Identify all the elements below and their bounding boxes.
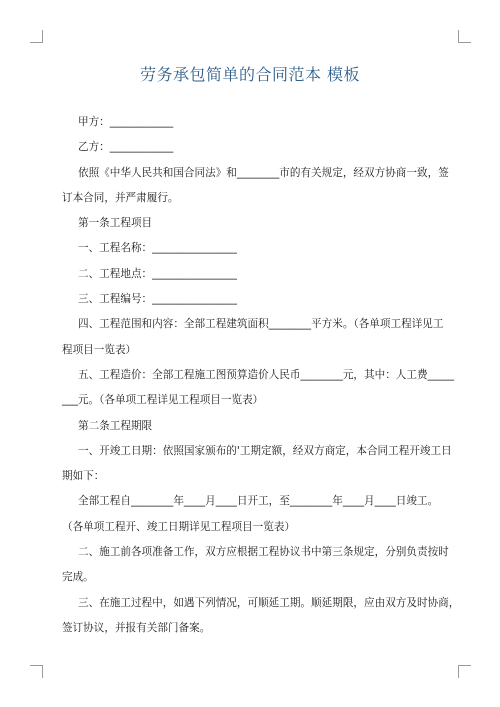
schedule-dates-line: 全部工程自________年____月____日开工，至________年____月____日竣工。 [78, 495, 439, 508]
preparation-line-2: 完成。 [62, 571, 94, 584]
party-a-line: 甲方：____________ [78, 116, 174, 128]
project-location-line: 二、工程地点：________________ [78, 267, 237, 280]
project-cost-line-2: ___元。（各单项工程详见工程项目一览表） [62, 394, 264, 407]
project-name-line: 一、工程名称：________________ [78, 242, 237, 255]
article-1-heading: 第一条工程项目 [78, 217, 153, 230]
schedule-line-2: 期如下： [62, 470, 105, 483]
project-cost-line-1: 五、工程造价：全部工程施工图预算造价人民币________元，其中：人工费_____ [78, 368, 455, 381]
crop-mark-bottom-right [458, 665, 471, 678]
document-title: 劳务承包简单的合同范本 模板 [139, 65, 361, 84]
preparation-line-1: 二、施工前各项准备工作，双方应根据工程协议书中第三条规定，分别负责按时 [78, 546, 449, 559]
project-scope-line-1: 四、工程范围和内容：全部工程建筑面积________平方米。（各单项工程详见工 [78, 318, 444, 331]
party-b-line: 乙方：____________ [78, 141, 174, 154]
schedule-note-line: （各单项工程开、竣工日期详见工程项目一览表） [62, 520, 296, 533]
document-body [62, 110, 460, 641]
preamble-line-2: 订本合同，并严肃履行。 [62, 191, 179, 204]
schedule-line-1: 一、开竣工日期：依照国家颁布的'工期定额，经双方商定，本合同工程开竣工日 [78, 444, 452, 457]
crop-mark-top-left [30, 30, 43, 43]
crop-mark-top-right [458, 30, 471, 43]
article-2-heading: 第二条工程期限 [78, 419, 153, 432]
project-number-line: 三、工程编号：________________ [78, 293, 237, 306]
project-scope-line-2: 程项目一览表） [62, 343, 137, 356]
preamble-line-1: 依照《中华人民共和国合同法》和________市的有关规定，经双方协商一致，签 [78, 166, 449, 179]
extension-line-1: 三、在施工过程中，如遇下列情况，可顺延工期。顺延期限，应由双方及时协商， [78, 596, 460, 609]
extension-line-2: 签订协议，并报有关部门备案。 [62, 621, 211, 634]
crop-mark-bottom-left [30, 665, 43, 678]
